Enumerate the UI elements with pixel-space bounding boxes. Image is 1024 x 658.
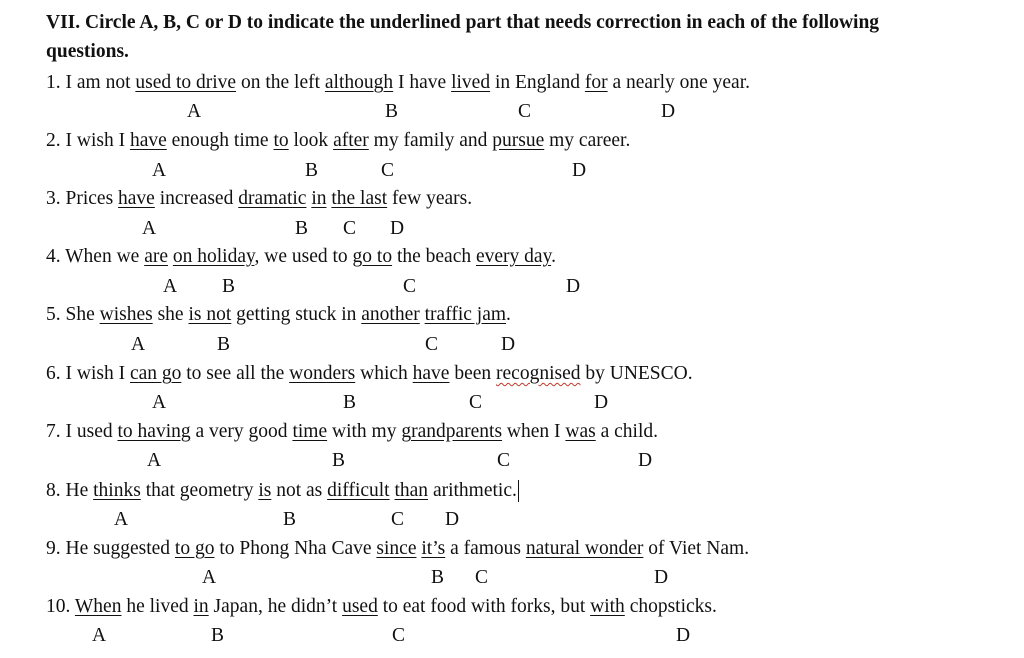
option-d-label: D xyxy=(676,625,691,646)
text: 2. I wish I xyxy=(46,130,130,151)
option-d-text: natural wonder xyxy=(525,538,644,559)
option-c-text: used xyxy=(342,596,378,617)
text: a child. xyxy=(595,421,659,442)
text: . xyxy=(506,304,511,325)
question-5 xyxy=(46,304,511,326)
option-a-label: A xyxy=(92,625,107,646)
option-b-text: to xyxy=(273,130,289,151)
option-c-text: difficult xyxy=(327,480,390,501)
question-2 xyxy=(46,130,630,152)
option-b-text: time xyxy=(292,421,328,442)
option-a-text: thinks xyxy=(93,480,141,501)
option-a-label: A xyxy=(114,509,129,530)
option-d-label: D xyxy=(572,160,587,181)
text: 3. Prices xyxy=(46,188,119,209)
option-a-label: A xyxy=(131,334,146,355)
option-c-label: C xyxy=(475,567,489,588)
text: been xyxy=(449,363,497,384)
option-b-text: dramatic xyxy=(238,188,307,209)
text: 7. I used xyxy=(46,421,118,442)
text: 1. I am not xyxy=(46,72,136,93)
option-a-label: A xyxy=(152,160,167,181)
option-c-text: after xyxy=(333,130,369,151)
option-c-label: C xyxy=(518,101,532,122)
option-c-label: C xyxy=(403,276,417,297)
question-9 xyxy=(46,538,749,560)
option-d-label: D xyxy=(594,392,609,413)
text: arithmetic. xyxy=(428,480,517,501)
option-b-text: is xyxy=(258,480,272,501)
option-a-text: to having xyxy=(117,421,191,442)
option-c-text: another xyxy=(361,304,420,325)
option-d-label: D xyxy=(501,334,516,355)
text: 4. When we xyxy=(46,246,145,267)
question-4 xyxy=(46,246,556,268)
question-6 xyxy=(46,363,693,385)
text: that geometry xyxy=(140,480,259,501)
option-b-text: since xyxy=(376,538,417,559)
option-c-label: C xyxy=(391,509,405,530)
option-c-label: C xyxy=(469,392,483,413)
option-d-label: D xyxy=(390,218,405,239)
option-d-label: D xyxy=(654,567,669,588)
option-c-text: it’s xyxy=(421,538,446,559)
text: look xyxy=(288,130,334,151)
option-d-label: D xyxy=(445,509,460,530)
option-c-text: grandparents xyxy=(401,421,503,442)
option-d-text: the last xyxy=(331,188,388,209)
option-b-label: B xyxy=(222,276,236,297)
text: increased xyxy=(154,188,239,209)
question-7 xyxy=(46,421,658,443)
question-8 xyxy=(46,480,519,502)
option-a-text: When xyxy=(74,596,122,617)
option-c-text: lived xyxy=(451,72,491,93)
text: by UNESCO. xyxy=(580,363,693,384)
text: 6. I wish I xyxy=(46,363,130,384)
option-a-text: can go xyxy=(129,363,182,384)
text-cursor xyxy=(518,480,519,502)
option-b-label: B xyxy=(343,392,357,413)
option-b-label: B xyxy=(211,625,225,646)
option-a-label: A xyxy=(142,218,157,239)
option-d-text: pursue xyxy=(492,130,545,151)
option-c-text: go to xyxy=(352,246,393,267)
option-b-label: B xyxy=(283,509,297,530)
option-b-text: in xyxy=(193,596,209,617)
option-c-label: C xyxy=(425,334,439,355)
text: a famous xyxy=(445,538,526,559)
text: 9. He suggested xyxy=(46,538,175,559)
instruction-heading-line2: questions. xyxy=(46,41,129,62)
option-b-text: although xyxy=(324,72,394,93)
option-a-label: A xyxy=(202,567,217,588)
option-d-label: D xyxy=(638,450,653,471)
option-d-text: was xyxy=(565,421,596,442)
option-a-text: to go xyxy=(174,538,215,559)
text: Japan, he didn’t xyxy=(208,596,343,617)
option-d-text: traffic jam xyxy=(424,304,507,325)
option-d-label: D xyxy=(566,276,581,297)
text: to see all the xyxy=(181,363,290,384)
text: when I xyxy=(502,421,566,442)
option-d-label: D xyxy=(661,101,676,122)
option-c-text: in xyxy=(311,188,327,209)
text: I have xyxy=(393,72,452,93)
text: on the left xyxy=(236,72,325,93)
instruction-heading-line1: VII. Circle A, B, C or D to indicate the underlined part that needs correction in each of the following xyxy=(46,12,880,33)
text: to eat food with forks, but xyxy=(377,596,591,617)
option-b-label: B xyxy=(431,567,445,588)
option-b-label: B xyxy=(305,160,319,181)
option-b-text: on holiday xyxy=(172,246,255,267)
text: , we used to xyxy=(254,246,353,267)
option-c-text: have xyxy=(412,363,450,384)
option-d-text: recognised xyxy=(496,363,581,384)
text: with my xyxy=(327,421,402,442)
option-c-label: C xyxy=(497,450,511,471)
option-b-label: B xyxy=(385,101,399,122)
text: in England xyxy=(490,72,585,93)
text: . xyxy=(551,246,556,267)
option-d-text: than xyxy=(394,480,429,501)
option-c-label: C xyxy=(392,625,406,646)
option-b-label: B xyxy=(332,450,346,471)
text: the beach xyxy=(392,246,476,267)
question-1 xyxy=(46,72,750,94)
text: few years. xyxy=(387,188,473,209)
text: not as xyxy=(271,480,328,501)
text: 8. He xyxy=(46,480,94,501)
text: he lived xyxy=(121,596,194,617)
option-a-label: A xyxy=(187,101,202,122)
text: which xyxy=(355,363,413,384)
option-d-text: with xyxy=(590,596,625,617)
option-b-label: B xyxy=(295,218,309,239)
option-b-text: wonders xyxy=(289,363,356,384)
question-3 xyxy=(46,188,472,210)
option-a-text: wishes xyxy=(99,304,153,325)
option-d-text: for xyxy=(584,72,608,93)
option-a-text: have xyxy=(118,188,155,209)
text: a nearly one year. xyxy=(607,72,751,93)
option-d-text: every day xyxy=(476,246,552,267)
text: 10. xyxy=(46,596,75,617)
option-c-label: C xyxy=(381,160,395,181)
option-a-label: A xyxy=(147,450,162,471)
text: my family and xyxy=(368,130,493,151)
text: 5. She xyxy=(46,304,100,325)
text: getting stuck in xyxy=(231,304,362,325)
option-a-label: A xyxy=(152,392,167,413)
option-a-text: are xyxy=(144,246,169,267)
text: a very good xyxy=(190,421,293,442)
option-b-label: B xyxy=(217,334,231,355)
text: chopsticks. xyxy=(624,596,717,617)
option-a-text: used to drive xyxy=(135,72,237,93)
option-a-text: have xyxy=(129,130,167,151)
question-10 xyxy=(46,596,717,618)
text: my career. xyxy=(544,130,631,151)
text: she xyxy=(152,304,189,325)
text: of Viet Nam. xyxy=(643,538,750,559)
text: enough time xyxy=(166,130,274,151)
option-a-label: A xyxy=(163,276,178,297)
option-c-label: C xyxy=(343,218,357,239)
text: to Phong Nha Cave xyxy=(214,538,377,559)
option-b-text: is not xyxy=(188,304,232,325)
